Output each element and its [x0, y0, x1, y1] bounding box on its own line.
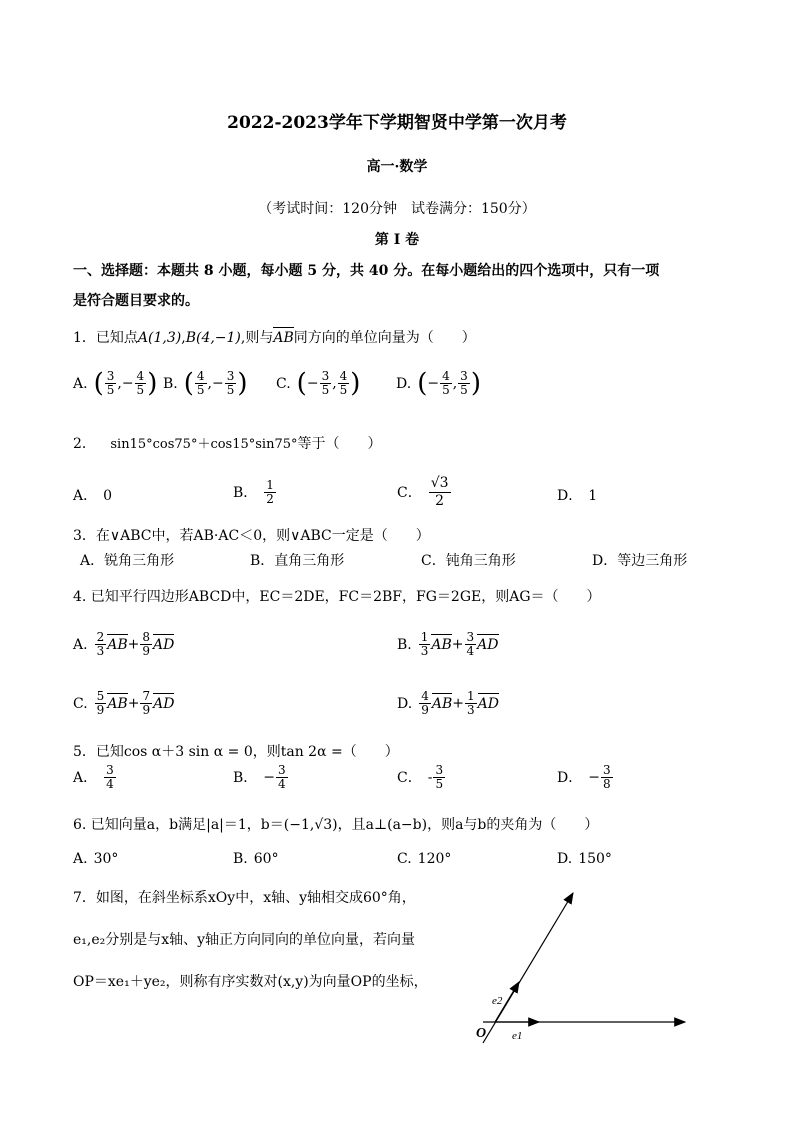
exam-subtitle: 高一·数学 — [366, 159, 428, 175]
question-1-stem — [73, 327, 476, 347]
q3-option-a[interactable] — [80, 550, 174, 570]
q4-option-b[interactable]: B. $\frac{1}{3}$ AB+ $\frac{3}{4}$ AD — [397, 630, 499, 658]
q5-option-a[interactable]: A． $\frac{3}{4}$ — [73, 763, 114, 791]
q4-option-a-label: A. — [73, 636, 88, 653]
q6-option-a[interactable] — [73, 851, 118, 867]
q1-option-a-label: A. — [73, 375, 88, 392]
q3-option-b[interactable] — [250, 550, 344, 570]
exam-title: 2022-2023学年下学期智贤中学第一次月考 — [227, 113, 567, 133]
q6-option-d-label: D. — [557, 851, 573, 867]
question-2-stem — [73, 433, 382, 453]
q1-point-b: B(4,−1) — [185, 330, 241, 346]
q1-comma: , — [181, 330, 186, 346]
e2-label: e2 — [492, 995, 503, 1007]
q1-option-d-label: D. — [396, 375, 412, 392]
q3-option-d-text: 等边三角形 — [617, 553, 688, 569]
part-heading: 第 I 卷 — [374, 232, 420, 248]
q3-option-c-text: 钝角三角形 — [445, 553, 516, 569]
q2-expression: sin15°cos75°＋cos15°sin75° — [110, 437, 298, 452]
q4-option-d[interactable]: D. $\frac{4}{9}$ AB+ $\frac{1}{3}$ AD — [397, 689, 499, 717]
q1-option-b-label: B. — [163, 375, 178, 392]
q2-option-a-label: A． — [73, 488, 98, 504]
exam-info: （考试时间：120分钟 试卷满分：150分） — [258, 201, 536, 217]
q1-option-c[interactable]: C. (− $\frac{3}{5}$ , $\frac{4}{5}$ ) — [276, 368, 361, 399]
question-6-stem: 6. 已知向量a，b满足|a|＝1，b＝(−1,√3)，且a⊥(a−b)，则a与b的夹角为（ ） — [73, 817, 599, 833]
section-heading-line1: 一、选择题：本题共 8 小题，每小题 5 分，共 40 分。在每小题给出的四个选项中，只有一项 — [73, 263, 660, 279]
q1-point-a: A(1,3) — [137, 330, 182, 346]
q2-tail: 等于（ ） — [297, 436, 382, 452]
q1-text-a: 1．已知点 — [73, 330, 138, 346]
q5-option-a-label: A． — [73, 769, 98, 786]
q2-option-b-label: B． — [233, 484, 258, 501]
q3-option-d[interactable] — [592, 550, 687, 570]
q6-option-d-value: 150° — [578, 851, 612, 867]
q2-option-b[interactable]: B． $\frac{1}{2}$ — [233, 478, 274, 506]
q1-option-d[interactable]: D. (− $\frac{4}{5}$ , $\frac{3}{5}$ ) — [396, 368, 481, 399]
q1-text-c: 同方向的单位向量为（ ） — [293, 330, 476, 346]
oblique-axes-figure — [463, 885, 693, 1050]
q6-option-b[interactable] — [233, 851, 279, 867]
q1-text-b: ,则与 — [240, 330, 274, 346]
q2-option-d-label: D． — [557, 488, 583, 504]
e1-label: e1 — [512, 1030, 523, 1042]
q4-option-b-label: B. — [397, 636, 412, 653]
q3-option-c-label: C． — [421, 553, 446, 569]
q5-option-d[interactable]: D． − $\frac{3}{8}$ — [557, 763, 611, 791]
question-7-line3: OP＝xe₁＋ye₂，则称有序实数对(x,y)为向量OP的坐标， — [73, 974, 428, 990]
q4-option-c[interactable]: C. $\frac{5}{9}$ AB+ $\frac{7}{9}$ AD — [73, 689, 175, 717]
q2-option-a-value: 0 — [103, 488, 113, 504]
q3-option-c[interactable] — [421, 550, 516, 570]
q2-option-a[interactable] — [73, 485, 112, 505]
q4-option-c-label: C. — [73, 695, 88, 712]
q5-option-b[interactable]: B． − $\frac{3}{4}$ — [233, 763, 286, 791]
q6-option-c-value: 120° — [417, 851, 452, 867]
q6-option-c-label: C. — [397, 851, 412, 867]
q1-option-b[interactable]: B. ( $\frac{4}{5}$ ,− $\frac{3}{5}$ ) — [163, 368, 248, 399]
q2-option-c-label: C． — [397, 484, 422, 501]
q3-option-b-label: B． — [250, 553, 275, 569]
q6-option-b-label: B. — [233, 851, 248, 867]
q3-option-d-label: D． — [592, 553, 618, 569]
q5-option-c[interactable]: C． - $\frac{3}{5}$ — [397, 763, 444, 791]
q6-option-c[interactable] — [397, 851, 451, 867]
q3-option-a-label: A． — [80, 553, 105, 569]
question-4-stem: 4. 已知平行四边形ABCD中，EC＝2DE，FC＝2BF，FG＝2GE，则AG＝（ ） — [73, 589, 601, 605]
q2-option-d[interactable] — [557, 485, 597, 505]
q3-option-a-text: 锐角三角形 — [104, 553, 175, 569]
q5-option-c-label: C． — [397, 769, 422, 786]
q4-option-d-label: D. — [397, 695, 413, 712]
origin-label: O — [476, 1026, 487, 1041]
q1-option-a[interactable]: A. ( $\frac{3}{5}$ ,− $\frac{4}{5}$ ) — [73, 368, 158, 399]
q1-option-c-label: C. — [276, 375, 291, 392]
q2-option-c[interactable]: C． $\frac{√3}{2}$ — [397, 475, 449, 509]
q5-option-d-label: D． — [557, 769, 583, 786]
question-5-stem: 5．已知cos α＋3 sin α = 0，则tan 2α =（ ） — [73, 744, 399, 760]
q5-option-b-label: B． — [233, 769, 258, 786]
question-3-stem: 3．在∨ABC中，若AB·AC＜0，则∨ABC一定是（ ） — [73, 528, 430, 544]
q3-option-b-text: 直角三角形 — [274, 553, 345, 569]
question-7-line1: 7．如图，在斜坐标系xOy中，x轴、y轴相交成60°角， — [73, 890, 416, 906]
q6-option-b-value: 60° — [253, 851, 279, 867]
q6-option-a-label: A. — [73, 851, 88, 867]
q6-option-a-value: 30° — [93, 851, 119, 867]
q4-option-a[interactable]: A. $\frac{2}{3}$ AB+ $\frac{8}{9}$ AD — [73, 630, 175, 658]
q2-number: 2． — [73, 436, 96, 452]
q6-option-d[interactable] — [557, 851, 612, 867]
section-heading-line2: 是符合题目要求的。 — [73, 293, 199, 309]
q2-option-d-value: 1 — [588, 488, 598, 504]
question-7-line2: e₁,e₂分别是与x轴、y轴正方向同向的单位向量，若向量 — [73, 932, 416, 948]
q1-vector-ab: AB — [273, 330, 294, 346]
